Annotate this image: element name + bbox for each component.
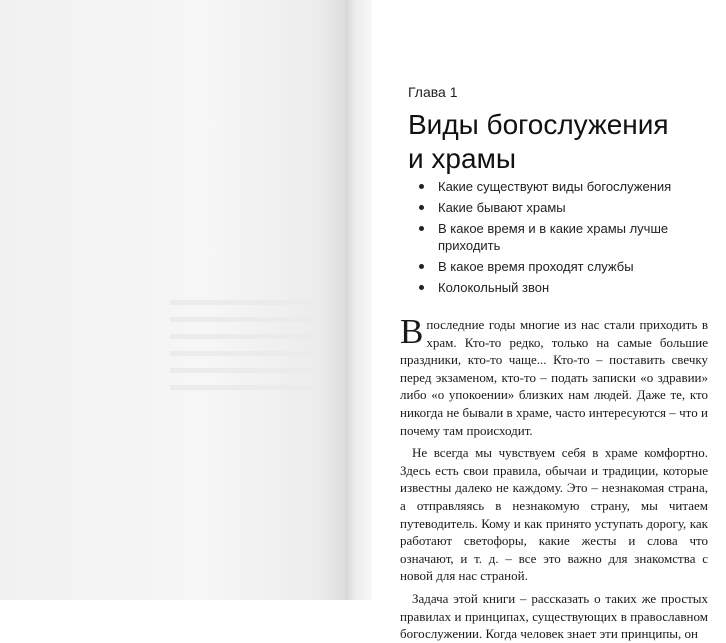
chapter-title-line-1: Виды богослужения [408,109,669,140]
topic-item: Колокольный звон [416,279,706,296]
chapter-label: Глава 1 [408,84,458,100]
paragraph-1 [400,312,708,439]
left-page [0,0,346,600]
paragraph-1-text: последние годы многие из нас стали приходить в храм. Кто-то редко, только на самые большие праздники, кто-то чаще... Кто-то – поставить свечку перед экзаменом, кто-то – подать записки «о здравии» либо «о упокоении» близких нам людей. Даже те, кто никогда не бывали в храме, часто интересуются – что и почему там происходит. [400,317,708,438]
topic-item: Какие бывают храмы [416,199,706,216]
chapter-title [408,108,708,176]
chapter-topics-list [416,178,706,300]
body-text [400,312,708,643]
paragraph-3: Задача этой книги – рассказать о таких же простых правилах и принципах, существующих в православном богослужении. Когда человек знает эти принципы, он [400,590,708,642]
book-spine [346,0,372,600]
drop-cap: В [400,312,424,351]
topic-item: В какое время проходят службы [416,258,706,275]
topic-item: Какие существуют виды богослужения [416,178,706,195]
paragraph-2: Не всегда мы чувствуем себя в храме комфортно. Здесь есть свои правила, обычаи и традиции, которые известны далеко не каждому. Это – незнакомая страна, а отправляясь в незнакомую страну, мы читаем путеводитель. Кому и как принято уступать дорогу, как работают светофоры, какие жесты и слова что означают, и т. д. – все это важно для знакомства с новой для нас страной. [400,445,708,584]
chapter-title-line-2: и храмы [408,143,516,174]
topic-item: В какое время и в какие храмы лучше приходить [416,220,706,254]
bleed-through-lines [170,300,320,402]
